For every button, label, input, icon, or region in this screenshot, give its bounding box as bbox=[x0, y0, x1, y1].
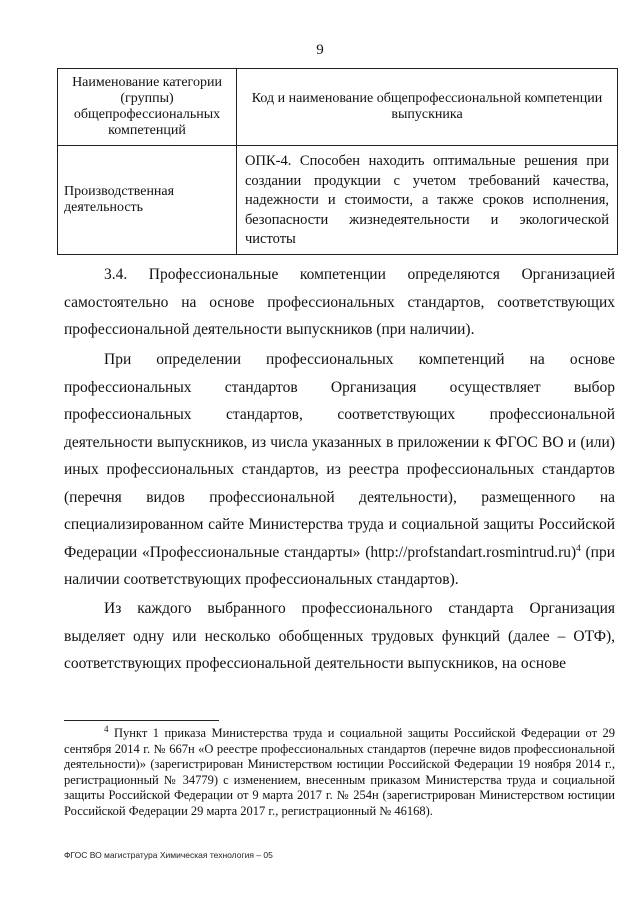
footnote-divider bbox=[64, 720, 219, 721]
paragraph-text-part: При определении профессиональных компетенций на основе профессиональных стандартов Организация осуществляет выбор профессиональных стандартов, соответствующих профессиональной деятельности выпускников, из числа указанных в приложении к ФГОС ВО и (или) иных профессиональных стандартов, из реестра профессиональных стандартов (перечня видов профессиональной деятельности), размещенного на специализированном сайте Министерства труда и социальной защиты Российской Федерации «Профессиональные стандарты» (http://profstandart.rosmintrud.ru) bbox=[64, 351, 615, 561]
paragraph-text bbox=[64, 346, 615, 594]
paragraph-text-part: (при наличии соответствующих профессиональных стандартов). bbox=[64, 543, 615, 588]
paragraph-otf bbox=[64, 595, 615, 678]
footnote-reference[interactable]: 4 bbox=[576, 542, 581, 553]
paragraph-standards-selection bbox=[64, 346, 615, 594]
table-row bbox=[58, 146, 618, 255]
footnote-text: Пункт 1 приказа Министерства труда и социальной защиты Российской Федерации от 29 сентября 2014 г. № 667н «О реестре профессиональных стандартов (перечне видов профессиональной деятельности)» (зарегистрирован Министерством юстиции Российской Федерации 19 ноября 2014 г., регистрационный № 34779) с изменением, внесенным приказом Министерства труда и социальной защиты Российской Федерации от 9 марта 2017 г. № 254н (зарегистрирован Министерством юстиции Российской Федерации 29 марта 2017 г., регистрационный № 46168). bbox=[64, 726, 615, 818]
table-cell-category: Производственная деятельность bbox=[58, 146, 237, 255]
footnote bbox=[64, 723, 615, 819]
page-footer: ФГОС ВО магистратура Химическая технология – 05 bbox=[64, 850, 273, 860]
paragraph-text: 3.4. Профессиональные компетенции определяются Организацией самостоятельно на основе профессиональных стандартов, соответствующих профессиональной деятельности выпускников (при наличии). bbox=[64, 266, 615, 338]
table-header-category: Наименование категории (группы) общепрофессиональных компетенций bbox=[58, 69, 237, 146]
table-header-competence: Код и наименование общепрофессиональной компетенции выпускника bbox=[237, 69, 618, 146]
paragraph-text: Из каждого выбранного профессионального стандарта Организация выделяет одну или несколько обобщенных трудовых функций (далее – ОТФ), соответствующих профессиональной деятельности выпускников, на основе bbox=[64, 600, 615, 672]
footnote-marker: 4 bbox=[104, 723, 109, 734]
table-cell-competence: ОПК-4. Способен находить оптимальные решения при создании продукции с учетом требований качества, надежности и стоимости, а также сроков исполнения, безопасности жизнедеятельности и экологической чистоты bbox=[237, 146, 618, 255]
page-number: 9 bbox=[316, 42, 324, 58]
competence-table bbox=[57, 68, 618, 255]
paragraph-3-4 bbox=[64, 261, 615, 344]
table-header-row bbox=[58, 69, 618, 146]
